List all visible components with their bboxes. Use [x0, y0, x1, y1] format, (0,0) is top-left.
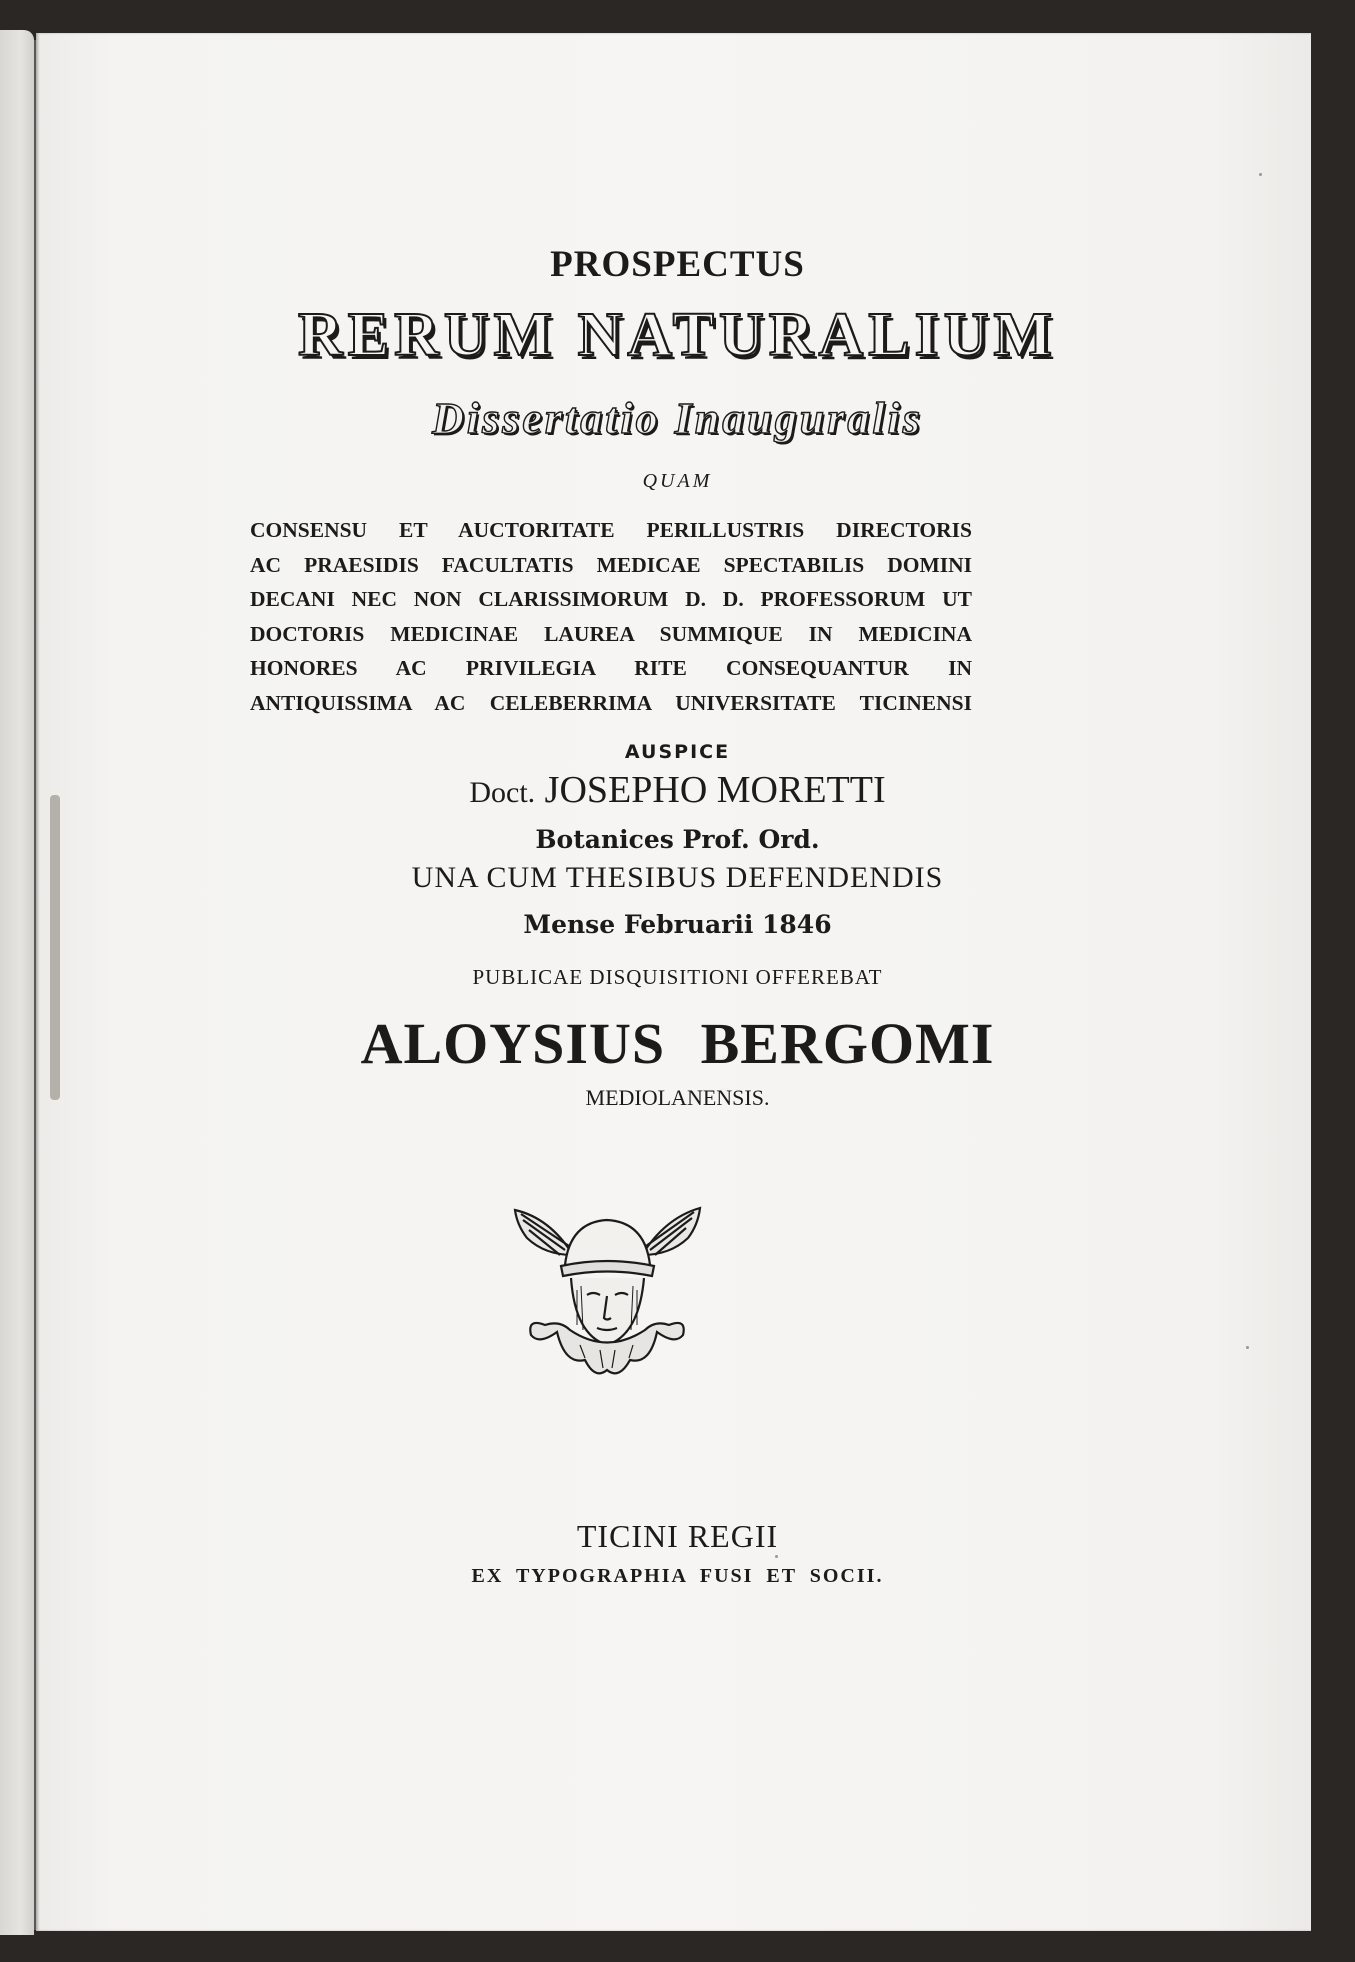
dedication-paragraph: [250, 513, 972, 720]
offer-line: PUBLICAE DISQUISITIONI OFFEREBAT: [472, 965, 883, 989]
date-line: Mense Februarii 1846: [523, 910, 832, 939]
paragraph-line: AC PRAESIDIS FACULTATIS MEDICAE SPECTABILIS DOMINI: [250, 552, 972, 577]
paper-speck: [1259, 173, 1262, 176]
subtitle: Dissertatio Inauguralis: [432, 394, 923, 443]
paragraph-line: DECANI NEC NON CLARISSIMORUM D. D. PROFESSORUM UT: [250, 587, 972, 611]
patron-role: Botanices Prof. Ord.: [535, 825, 820, 854]
theses-line: UNA CUM THESIBUS DEFENDENDIS: [411, 861, 944, 894]
imprint-place: TICINI REGII: [576, 1518, 779, 1554]
patron-title: Doct.: [469, 776, 536, 809]
heading-prospectus: PROSPECTUS: [550, 244, 805, 285]
imprint-printer: EX TYPOGRAPHIA FUSI ET SOCII.: [471, 1565, 884, 1587]
paper-speck: [775, 1555, 778, 1558]
paragraph-line: DOCTORIS MEDICINAE LAUREA SUMMIQUE IN MEDICINA: [250, 621, 972, 646]
author-origin: MEDIOLANENSIS.: [585, 1085, 770, 1110]
patron-name: JOSEPHO MORETTI: [544, 769, 886, 811]
paragraph-line: CONSENSU ET AUCTORITATE PERILLUSTRIS DIRECTORIS: [250, 518, 972, 542]
patron-name-line: [0, 768, 1355, 812]
quam-label: QUAM: [642, 470, 713, 492]
winged-mercury-head-icon: [505, 1200, 710, 1385]
author-name: ALOYSIUS BERGOMI: [360, 1011, 995, 1076]
auspice-label: AUSPICE: [624, 741, 731, 763]
paragraph-line: ANTIQUISSIMA AC CELEBERRIMA UNIVERSITATE TICINENSI: [250, 690, 972, 715]
paragraph-line: HONORES AC PRIVILEGIA RITE CONSEQUANTUR IN: [250, 656, 972, 680]
main-title: RERUM NATURALIUM: [297, 301, 1058, 369]
paper-speck: [1246, 1346, 1249, 1349]
